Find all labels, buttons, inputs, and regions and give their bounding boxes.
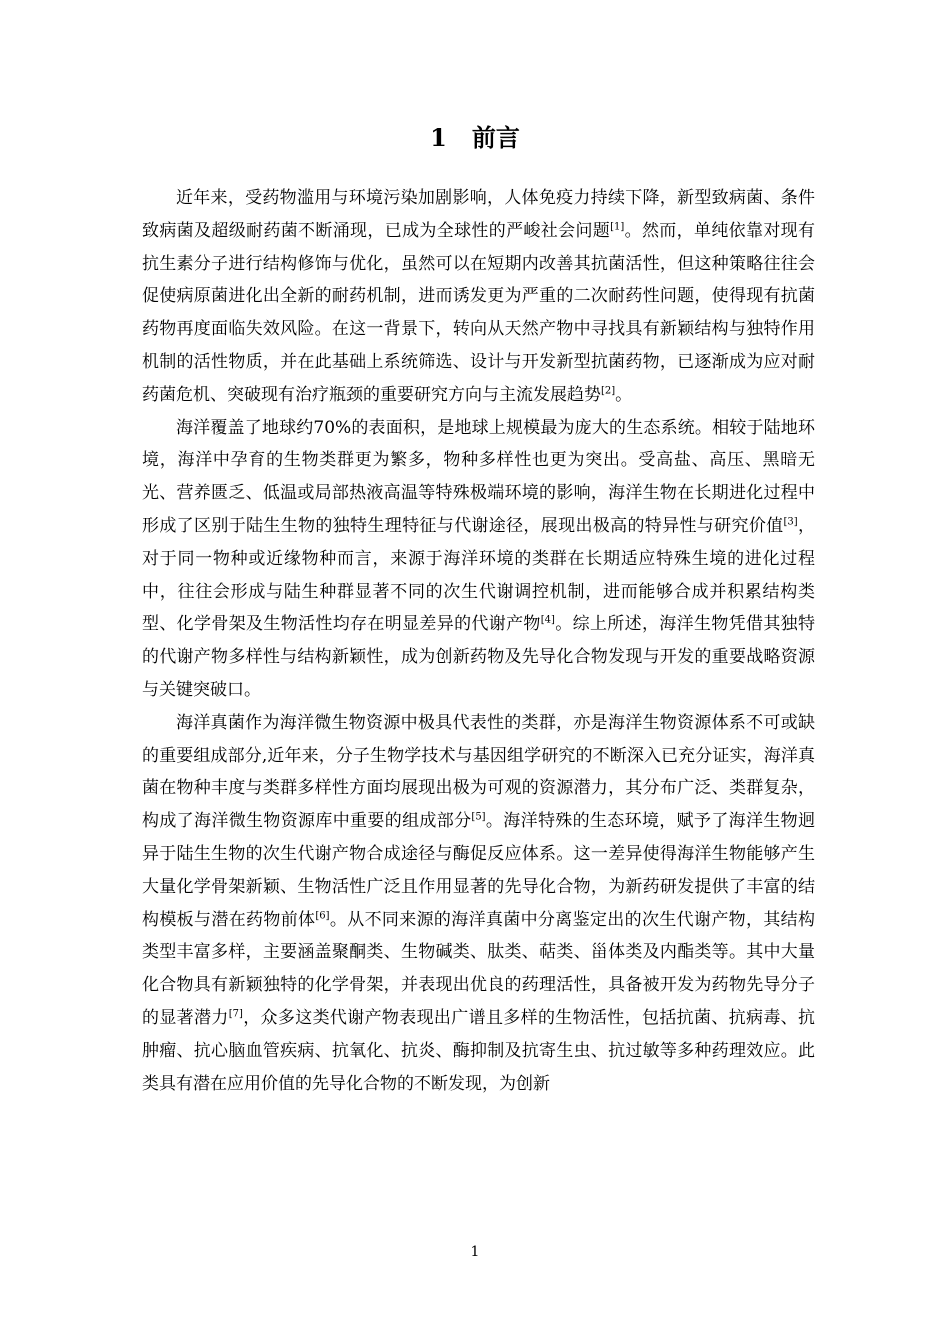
citation-reference: [3] bbox=[783, 516, 798, 528]
body-paragraph bbox=[142, 707, 815, 1101]
body-text bbox=[142, 182, 815, 1100]
body-paragraph bbox=[142, 182, 815, 412]
paragraph-text: 海洋覆盖了地球约70%的表面积，是地球上规模最为庞大的生态系统。相较于陆地环境，海洋中孕育的生物类群更为繁多，物种多样性也更为突出。受高盐、高压、黑暗无光、营养匮乏、低温或局部热液高温等特殊极端环境的影响，海洋生物在长期进化过程中形成了区别于陆生生物的独特生理特征与代谢途径，展现出极高的特异性与研究价值 bbox=[142, 417, 815, 536]
paragraph-text: 。综上所述，海洋生物凭借其独特的代谢产物多样性与结构新颖性，成为创新药物及先导化合物发现与开发的重要战略资源与关键突破口。 bbox=[142, 614, 816, 700]
paragraph-text: ，众多这类代谢产物表现出广谱且多样的生物活性，包括抗菌、抗病毒、抗肿瘤、抗心脑血管疾病、抗氧化、抗炎、酶抑制及抗寄生虫、抗过敏等多种药理效应。此类具有潜在应用价值的先导化合物的不断发现，为创新 bbox=[142, 1007, 816, 1094]
paragraph-text: ，对于同一物种或近缘物种而言，来源于海洋环境的类群在长期适应特殊生境的进化过程中，往往会形成与陆生种群显著不同的次生代谢调控机制，进而能够合成并积累结构类型、化学骨架及生物活性均存在明显差异的代谢产物 bbox=[142, 515, 816, 635]
body-paragraph bbox=[142, 412, 815, 707]
paragraph-text: 近年来，受药物滥用与环境污染加剧影响，人体免疫力持续下降，新型致病菌、条件致病菌及超级耐药菌不断涌现，已成为全球性的严峻社会问题 bbox=[142, 188, 815, 241]
paragraph-text: 。从不同来源的海洋真菌中分离鉴定出的次生代谢产物，其结构类型丰富多样，主要涵盖聚酮类、生物碱类、肽类、萜类、甾体类及内酯类等。其中大量化合物具有新颖独特的化学骨架，并表现出优良的药理活性，具备被开发为药物先导分子的显著潜力 bbox=[142, 909, 816, 1028]
citation-reference: [2] bbox=[601, 385, 616, 397]
citation-reference: [5] bbox=[471, 811, 486, 823]
paragraph-text: 。 bbox=[615, 384, 633, 405]
citation-reference: [1] bbox=[610, 221, 625, 233]
citation-reference: [6] bbox=[315, 909, 330, 921]
paragraph-text: 。然而，单纯依靠对现有抗生素分子进行结构修饰与优化，虽然可以在短期内改善其抗菌活性，但这种策略往往会促使病原菌进化出全新的耐药机制，进而诱发更为严重的二次耐药性问题，使得现有抗菌药物再度面临失效风险。在这一背景下，转向从天然产物中寻找具有新颖结构与独特作用机制的活性物质，并在此基础上系统筛选、设计与开发新型抗菌药物，已逐渐成为应对耐药菌危机、突破现有治疗瓶颈的重要研究方向与主流发展趋势 bbox=[142, 220, 816, 405]
citation-reference: [4] bbox=[540, 614, 555, 626]
section-heading: 1 前言 bbox=[430, 123, 520, 152]
paragraph-text: 海洋真菌作为海洋微生物资源中极具代表性的类群，亦是海洋生物资源体系不可或缺的重要组成部分,近年来，分子生物学技术与基因组学研究的不断深入已充分证实，海洋真菌在物种丰度与类群多样性方面均展现出极为可观的资源潜力，其分布广泛、类群复杂，构成了海洋微生物资源库中重要的组成部分 bbox=[142, 712, 815, 832]
paragraph-text: 。海洋特殊的生态环境，赋予了海洋生物迥异于陆生生物的次生代谢产物合成途径与酶促反应体系。这一差异使得海洋生物能够产生大量化学骨架新颖、生物活性广泛且作用显著的先导化合物，为新药研发提供了丰富的结构模板与潜在药物前体 bbox=[142, 811, 816, 930]
citation-reference: [7] bbox=[228, 1008, 243, 1020]
page-number: 1 bbox=[470, 1244, 480, 1260]
